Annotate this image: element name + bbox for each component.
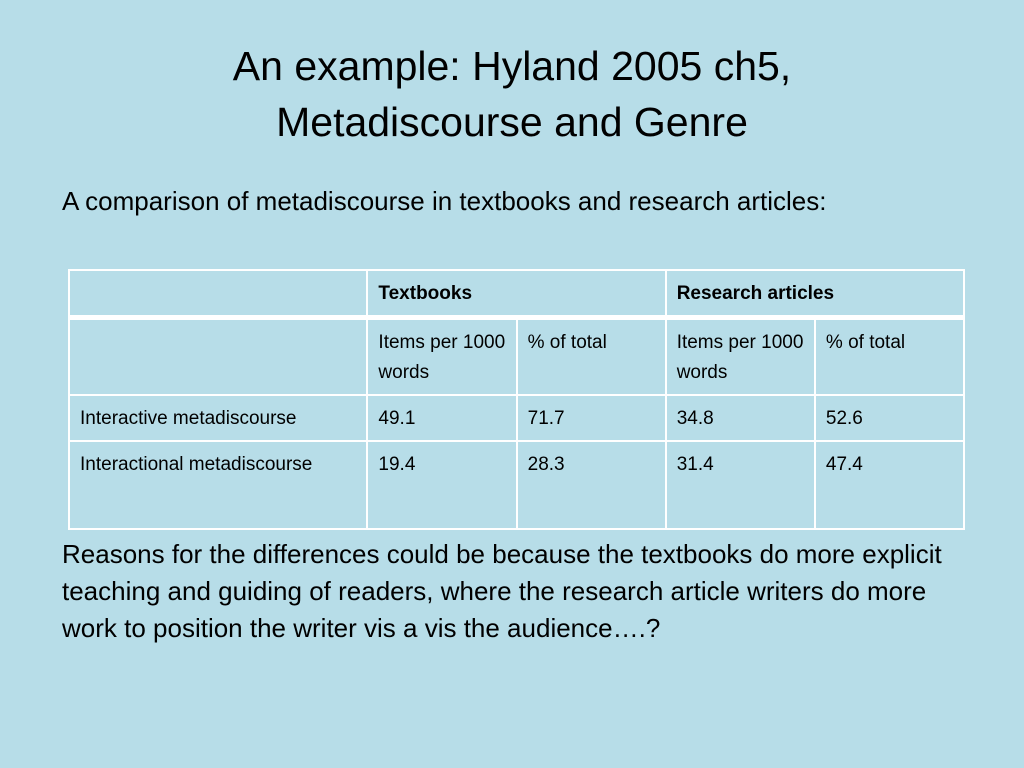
intro-text: A comparison of metadiscourse in textbooks and research articles: <box>62 186 827 216</box>
ra-pct-cell: 47.4 <box>815 441 964 529</box>
row-label: Interactive metadiscourse <box>69 395 367 441</box>
title-line-1: An example: Hyland 2005 ch5, <box>232 43 792 89</box>
title-line-2: Metadiscourse and Genre <box>276 99 748 145</box>
table-row <box>69 441 964 529</box>
table-subheader-row <box>69 318 964 396</box>
reasons-text: Reasons for the differences could be because the textbooks do more explicit teaching and guiding of readers, where the research article writers do more work to position the writer vis a vis the audience….? <box>62 539 942 643</box>
ra-items-cell: 34.8 <box>666 395 815 441</box>
slide-title <box>0 38 1024 150</box>
comparison-table <box>68 269 965 530</box>
subheader-tb-items: Items per 1000 words <box>367 318 516 396</box>
table-row <box>69 395 964 441</box>
tb-items-cell: 19.4 <box>367 441 516 529</box>
subheader-ra-pct: % of total <box>815 318 964 396</box>
ra-pct-cell: 52.6 <box>815 395 964 441</box>
subheader-cell-empty <box>69 318 367 396</box>
subheader-ra-items: Items per 1000 words <box>666 318 815 396</box>
subheader-tb-pct: % of total <box>517 318 666 396</box>
table-header-row <box>69 270 964 318</box>
header-cell-empty <box>69 270 367 318</box>
tb-pct-cell: 28.3 <box>517 441 666 529</box>
ra-items-cell: 31.4 <box>666 441 815 529</box>
tb-items-cell: 49.1 <box>367 395 516 441</box>
tb-pct-cell: 71.7 <box>517 395 666 441</box>
header-cell-textbooks: Textbooks <box>367 270 665 318</box>
row-label: Interactional metadiscourse <box>69 441 367 529</box>
header-cell-research-articles: Research articles <box>666 270 964 318</box>
